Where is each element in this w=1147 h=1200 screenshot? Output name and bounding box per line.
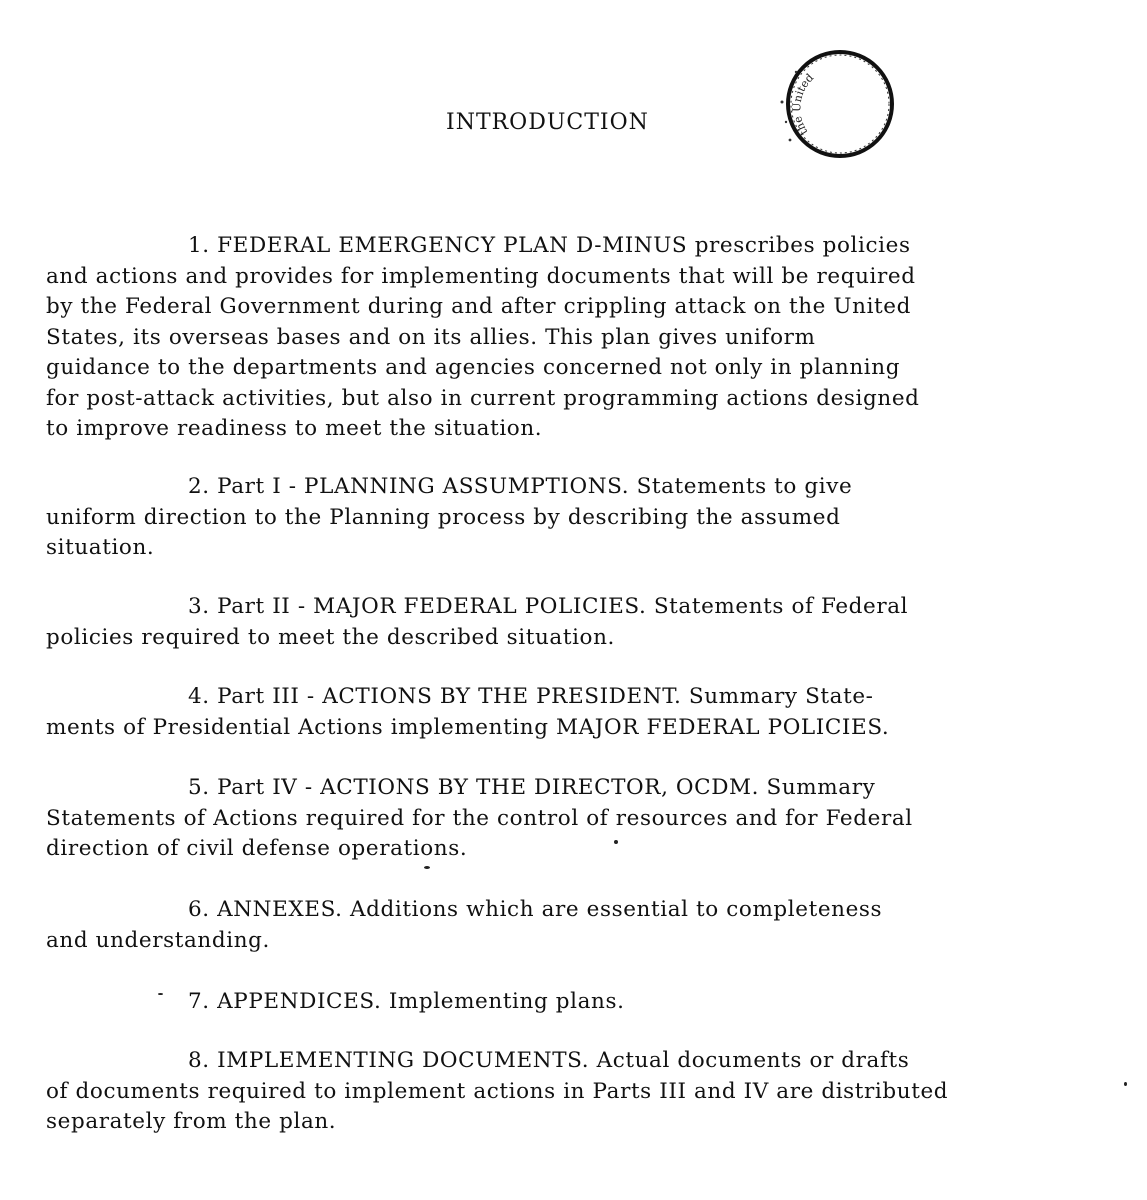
paragraph-7 bbox=[46, 987, 1110, 1018]
paragraph-4 bbox=[46, 682, 1110, 743]
paragraph-line: and actions and provides for implementing documents that will be required bbox=[46, 263, 916, 289]
paragraph-line: guidance to the departments and agencies concerned not only in planning bbox=[46, 355, 901, 380]
paragraph-line: of documents required to implement actions in Parts III and IV are distributed bbox=[46, 1078, 949, 1104]
paragraph-line: to improve readiness to meet the situation. bbox=[46, 416, 543, 441]
paragraph-line: for post-attack activities, but also in current programming actions designed bbox=[46, 385, 920, 411]
scan-speck bbox=[1124, 1082, 1127, 1086]
paragraph-line: Statements of Actions required for the control of resources and for Federal bbox=[46, 805, 913, 831]
scan-speck bbox=[614, 840, 618, 844]
paragraph-5 bbox=[46, 773, 1110, 865]
paragraph-line: 4. Part III - ACTIONS BY THE PRESIDENT. Summary State- bbox=[188, 684, 874, 709]
paragraph-3 bbox=[46, 592, 1110, 653]
paragraph-line: and understanding. bbox=[46, 927, 270, 953]
paragraph-line: uniform direction to the Planning process by describing the assumed bbox=[46, 504, 841, 530]
paragraph-line: 5. Part IV - ACTIONS BY THE DIRECTOR, OCDM. Summary bbox=[188, 775, 876, 800]
paragraph-line: situation. bbox=[46, 535, 155, 560]
circular-stamp bbox=[770, 42, 900, 172]
paragraph-line: 7. APPENDICES. Implementing plans. bbox=[188, 989, 625, 1014]
paragraph-6 bbox=[46, 895, 1110, 956]
stamp-text: the United bbox=[790, 71, 817, 138]
paragraph-line: States, its overseas bases and on its allies. This plan gives uniform bbox=[46, 324, 816, 350]
paragraph-2 bbox=[46, 472, 1110, 564]
paragraph-1 bbox=[46, 231, 1110, 445]
paragraph-line: 2. Part I - PLANNING ASSUMPTIONS. Statements to give bbox=[188, 474, 853, 499]
paragraph-line: 8. IMPLEMENTING DOCUMENTS. Actual documents or drafts bbox=[188, 1048, 910, 1073]
paragraph-line: policies required to meet the described situation. bbox=[46, 624, 615, 650]
paragraph-8 bbox=[46, 1046, 1110, 1138]
paragraph-line: separately from the plan. bbox=[46, 1109, 337, 1134]
paragraph-line: 3. Part II - MAJOR FEDERAL POLICIES. Statements of Federal bbox=[188, 594, 909, 619]
page-title: INTRODUCTION bbox=[446, 110, 649, 135]
paragraph-line: ments of Presidential Actions implementing MAJOR FEDERAL POLICIES. bbox=[46, 714, 890, 740]
scan-speck bbox=[158, 993, 163, 995]
paragraph-line: direction of civil defense operations. bbox=[46, 836, 468, 861]
paragraph-line: by the Federal Government during and after crippling attack on the United bbox=[46, 294, 911, 319]
paragraph-line: 1. FEDERAL EMERGENCY PLAN D-MINUS prescribes policies bbox=[188, 233, 911, 258]
paragraph-line: 6. ANNEXES. Additions which are essential to completeness bbox=[188, 897, 883, 922]
scan-speck bbox=[424, 866, 430, 869]
